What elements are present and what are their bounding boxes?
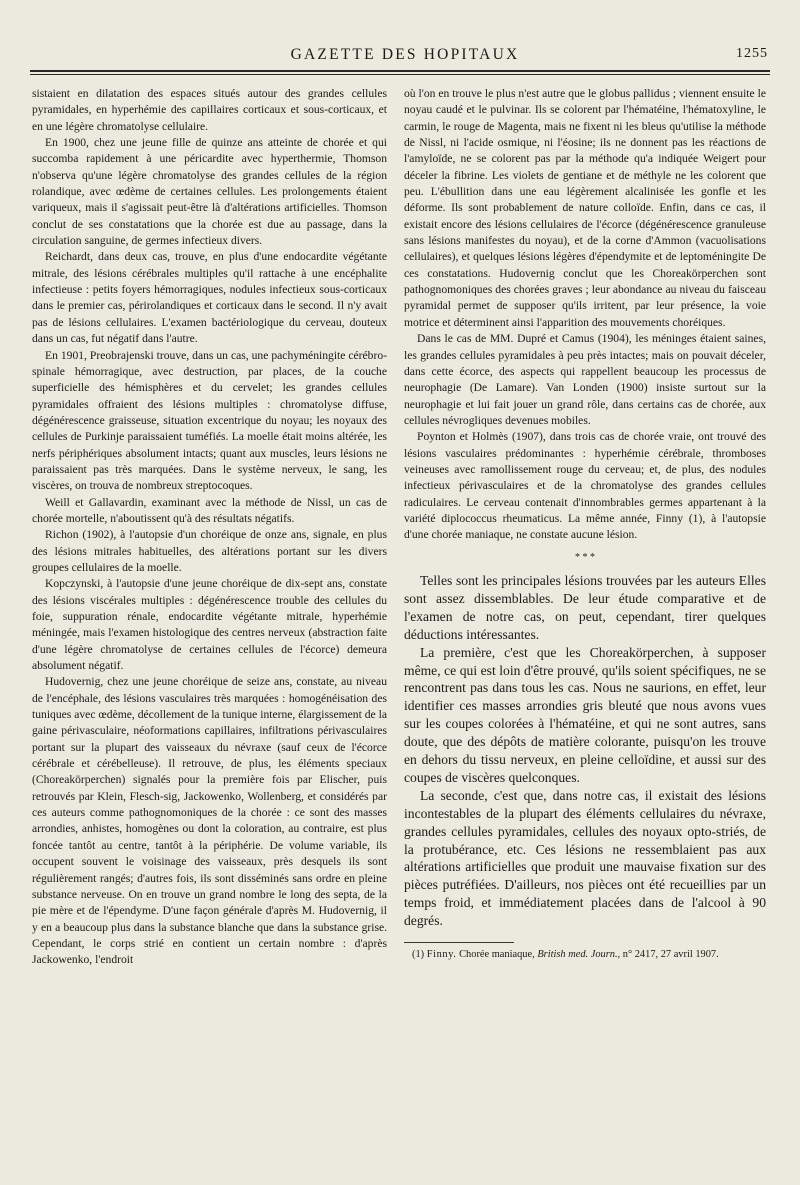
page-number: 1255	[736, 46, 768, 61]
paragraph: Richon (1902), à l'autopsie d'un choréique de onze ans, signale, en plus des lésions mitrales habituelles, des altérations portant sur les divers groupes cellulaires de la moelle.	[32, 528, 387, 574]
left-column	[32, 86, 387, 969]
paragraph: Telles sont les principales lésions trouvées par les auteurs Elles sont assez dissemblables. De leur étude comparative et de l'examen de notre cas, on peut, cependant, tirer quelques déductions intéressantes.	[404, 572, 766, 642]
footnote-author: Finny.	[426, 949, 457, 961]
paragraph: Dans le cas de MM. Dupré et Camus (1904), les méninges étaient saines, les grandes cellules pyramidales à peu près intactes; mais on pouvait déceler, dans cette écorce, des aspects qui rappellent beaucoup les processus de neurophagie (De Lamare). Van Londen (1900) insiste surtout sur la neurophagie et lui fait jouer un grand rôle, dans certains cas de chorée, aux cellules névrogliques devenues mobiles.	[404, 332, 766, 427]
footnote	[404, 948, 766, 962]
footnote-marker: (1)	[412, 949, 425, 961]
footnote-rule	[404, 942, 514, 943]
header-rule-thin	[30, 74, 770, 75]
paragraph: Weill et Gallavardin, examinant avec la méthode de Nissl, un cas de chorée mortelle, n'aboutissent qu'à des résultats négatifs.	[32, 495, 387, 525]
paragraph: où l'on en trouve le plus n'est autre que le globus pallidus ; viennent ensuite le noyau caudé et le pulvinar. Ils se colorent par l'hématéine, l'hématoxyline, le carmin, le rouge de Magenta, mais ne fixent ni les bleus qu'utilise la méthode de Nissl, ni l'acide osmique, ni l'éosine; ils ne donnent pas les réactions de l'amyloïde, ne se colorent pas par la méthode qu'a indiquée Weigert pour déceler la fibrine. Les violets de gentiane et de méthyle ne les colorent que peu. L'ébullition dans une eau légèrement alcalinisée les gonfle et les déforme. Ils sont probablement de nature colloïde. Enfin, dans ce cas, il existait encore des lésions cellulaires de l'écorce (dégénérescence granuleuse sans lésions manifestes du noyau), et de la corne d'Ammon (vacuolisations cellulaires), et quelques lésions légères d'épendymite et de leptoméningite De ces constatations. Hudovernig conclut que les Choreakörperchen sont pathognomoniques des chorées graves ; leur abondance au niveau du faisceau pyramidal permet de supposer qu'ils irritent, par leur présence, la voie motrice et déterminent ainsi l'apparition des mouvements choréiques.	[404, 87, 766, 329]
paragraph: sistaient en dilatation des espaces situés autour des grandes cellules pyramidales, en hyperhémie des capillaires corticaux et sous-corticaux, et en une légère chromatolyse cellulaire.	[32, 87, 387, 133]
paragraph: La seconde, c'est que, dans notre cas, il existait des lésions incontestables de la plupart des éléments cellulaires du névraxe, grandes cellules pyramidales, cellules des noyaux opto-striés, de la protubérance, etc. Ces lésions ne ressemblaient pas aux altérations artificielles que produit une mauvaise fixation sur des pièces putréfiées. D'ailleurs, nos pièces ont été recueillies par un temps froid, et immédiatement placées dans de l'alcool à 90 degrés.	[404, 787, 766, 929]
paragraph: Hudovernig, chez une jeune choréique de seize ans, constate, au niveau de l'encéphale, des lésions vasculaires très marquées : homogénéisation des tuniques avec œdème, décollement de la tunique interne, élargissement de la gaine périvasculaire, néoformations capillaires, infiltrations périvasculaires portant sur la plupart des vaisseaux du névraxe (sauf ceux de l'écorce cérébrale et cérébelleuse). Il retrouve, de plus, les éléments speciaux (Choreakörperchen) signalés pour la première fois par Elischer, puis retrouvés par Klein, Flesch-sig, Jackowenko, Wollenberg, et considérés par ces auteurs comme pathognomoniques de la chorée : ce sont des masses arrondies, anhistes, homogènes ou dont la coloration, au contraire, est plus foncée tantôt au centre, tantôt à la périphérie. De volume variable, ils occupent souvent le voisinage des vaisseaux, près desquels ils sont régulièrement rangés; d'autres fois, ils sont disséminés sans ordre en pleine substance nerveuse. On en trouve un grand nombre le long des septa, de la pie mère et de l'épendyme. D'une façon générale d'après M. Hudovernig, il y en a beaucoup plus dans la substance blanche que dans la substance grise. Cependant, le corps strié en contient un certain nombre : d'après Jackowenko, l'endroit	[32, 675, 387, 967]
right-column	[404, 86, 766, 962]
paragraph: En 1901, Preobrajenski trouve, dans un cas, une pachyméningite cérébro-spinale hémorragique, avec destruction, par places, de la couche superficielle des hémisphères et du cervelet; les grandes cellules pyramidales offraient des lésions multiples : chromatolyse diffuse, dégénérescence graisseuse, situation excentrique du noyau; les noyaux des cellules de Purkinje paraissaient tuméfiés. La moelle était moins altérée, les nerfs périphériques absolument intacts; quant aux muscles, leurs lésions ne paraissaient pas très marquées. Dans le système nerveux, le sang, les viscères, on trouva de nombreux streptocoques.	[32, 348, 387, 493]
paragraph: Kopczynski, à l'autopsie d'une jeune choréique de dix-sept ans, constate des lésions viscérales multiples : dégénérescence trouble des cellules du foie, suppuration rénale, endocardite végétante mitrale, hyperhémie méningée, mais l'examen histologique des centres nerveux (abstraction faite d'une légère chromatolyse de certaines cellules de l'écorce) demeura absolument négatif.	[32, 577, 387, 673]
journal-title: GAZETTE DES HOPITAUX	[290, 46, 520, 63]
footnote-journal: British med. Journ.,	[537, 949, 621, 961]
section-separator: * * *	[575, 551, 595, 563]
footnote-title: Chorée maniaque,	[459, 949, 535, 961]
header-rule-thick	[30, 70, 770, 72]
paragraph: La première, c'est que les Choreakörperchen, à supposer même, ce qui est loin d'être prouvé, qu'ils soient spécifiques, ne se rencontrent pas dans tous les cas. Nous ne saurions, en effet, leur identifier ces masses arrondies gris bleuté que nous avons vues sur les coupes colorées à l'hématéine, et qui ne sont autres, sans doute, que des dépôts de matière colorante, puisqu'on les trouve en dehors du tissu nerveux, en pleine celloïdine, et aussi sur des coupes de viscères quelconques.	[404, 644, 766, 785]
footnote-reference: n° 2417, 27 avril 1907.	[622, 949, 719, 961]
paragraph: Reichardt, dans deux cas, trouve, en plus d'une endocardite végétante mitrale, des lésions cérébrales multiples qu'il rattache à une encéphalite infectieuse : petits foyers hémorragiques, nodules infectieux sous-corticaux dans le premier cas, périrolandiques et corticaux dans le second. Il n'y avait pas de lésions cellulaires. L'examen bactériologique du cerveau, douteux dans un cas, fut négatif dans l'autre.	[32, 250, 387, 346]
running-head	[40, 42, 770, 66]
paragraph: En 1900, chez une jeune fille de quinze ans atteinte de chorée et qui succomba rapidement à une péricardite avec hyperthermie, Thomson n'observa qu'une légère chromatolyse des grandes cellules de la région rolandique, avec œdème de certaines cellules. Les prolongements étaient variqueux, mais il s'agissait peut-être là d'altérations artificielles. Thomson conclut de ses constatations que la chorée est due au passage, dans la circulation sanguine, de germes infectieux divers.	[32, 136, 387, 248]
conclusion-section	[404, 572, 766, 930]
paragraph: Poynton et Holmès (1907), dans trois cas de chorée vraie, ont trouvé des lésions vasculaires prédominantes : hyperhémie cérébrale, thromboses veineuses avec ramollissement rouge du cerveau; et, de plus, des nodules infectieux périvasculaires et de la chromatolyse des grandes cellules radiculaires. Le cerveau contenait d'innombrables germes appartenant à la variété diplococcus rheumaticus. La même année, Finny (1), à l'autopsie d'une chorée maniaque, ne constate aucune lésion.	[404, 430, 766, 542]
